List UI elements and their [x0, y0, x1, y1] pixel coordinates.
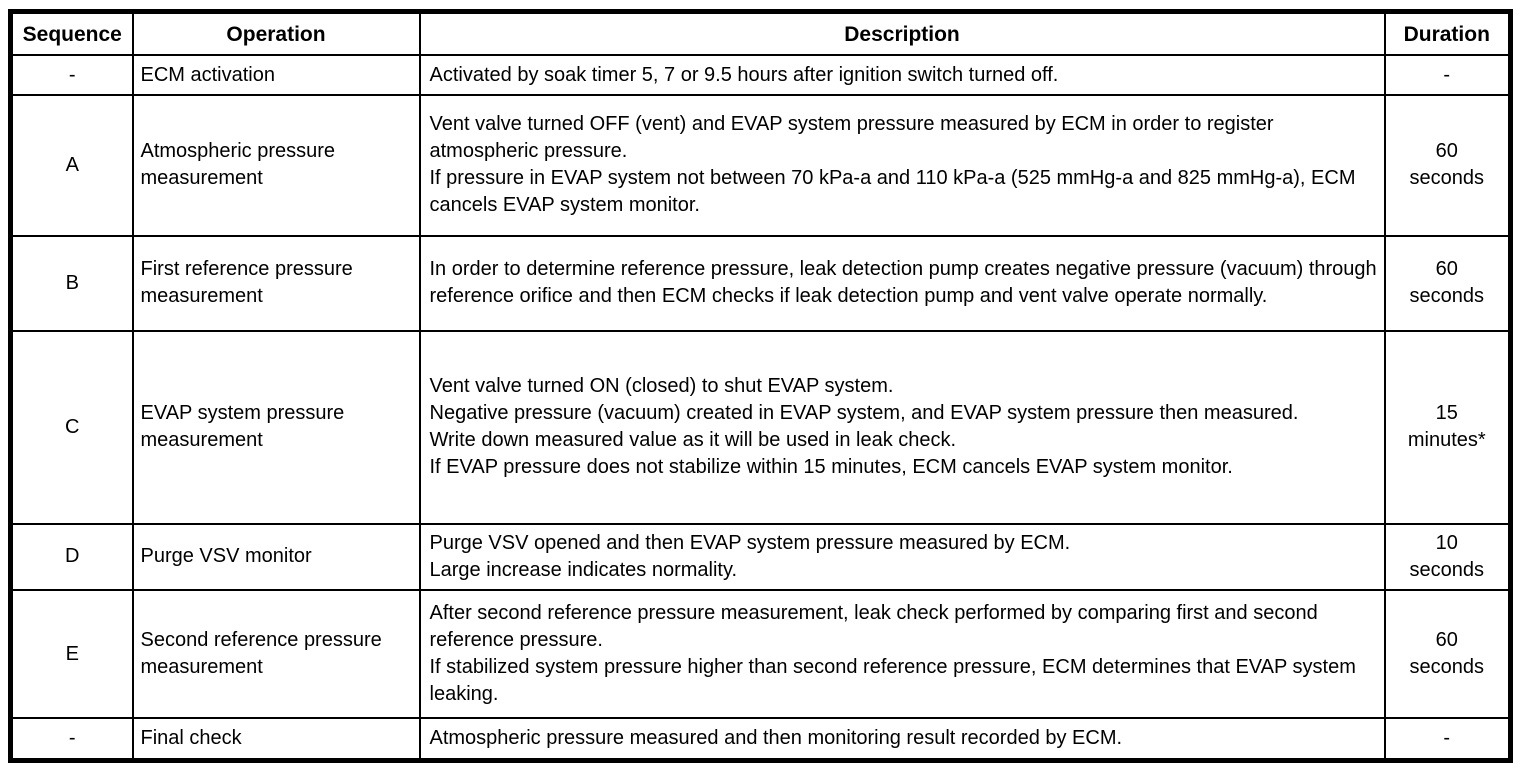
operation-cell: [133, 95, 420, 235]
description-line: Vent valve turned ON (closed) to shut EVAP system.: [429, 375, 894, 398]
duration-text: 60 seconds: [1409, 629, 1484, 679]
description-line: Vent valve turned OFF (vent) and EVAP system pressure measured by ECM in order to register atmospheric pressure.: [429, 113, 1274, 163]
description-line: Negative pressure (vacuum) created in EVAP system, and EVAP system pressure then measured.: [429, 402, 1299, 425]
description-line: If stabilized system pressure higher than second reference pressure, ECM determines that EVAP system leaking.: [429, 656, 1356, 706]
description-line: After second reference pressure measurement, leak check performed by comparing first and second reference pressure.: [429, 602, 1318, 652]
operation-cell: [133, 55, 420, 95]
description-cell: [420, 718, 1385, 760]
table-row-evap-system-pressure: [11, 331, 1511, 524]
duration-text: 60 seconds: [1409, 258, 1484, 308]
operation-cell: [133, 331, 420, 524]
description-line: If pressure in EVAP system not between 70 kPa-a and 110 kPa-a (525 mmHg-a and 825 mmHg-a), ECM cancels EVAP system monitor.: [429, 167, 1356, 217]
description-cell: [420, 95, 1385, 235]
duration-text: -: [1443, 63, 1451, 86]
description-line: Purge VSV opened and then EVAP system pressure measured by ECM.: [429, 531, 1071, 554]
table-row-final-check: [11, 718, 1511, 760]
duration-cell: [1385, 55, 1511, 95]
header-sequence: Sequence: [11, 12, 133, 56]
table-row-atmospheric-pressure: [11, 95, 1511, 235]
duration-text: 15 minutes*: [1407, 402, 1486, 452]
operation-text: Atmospheric pressure measurement: [140, 140, 336, 190]
operation-text: First reference pressure measurement: [140, 258, 353, 308]
description-cell: [420, 236, 1385, 331]
header-operation: Operation: [133, 12, 420, 56]
duration-cell: [1385, 590, 1511, 718]
duration-text: 60 seconds: [1409, 140, 1484, 190]
description-line: Large increase indicates normality.: [429, 558, 738, 581]
operation-text: Purge VSV monitor: [140, 545, 312, 568]
description-cell: [420, 331, 1385, 524]
operation-text: EVAP system pressure measurement: [140, 402, 345, 452]
description-cell: [420, 590, 1385, 718]
table-row-first-reference-pressure: [11, 236, 1511, 331]
operation-cell: [133, 524, 420, 590]
header-duration: Duration: [1385, 12, 1511, 56]
sequence-cell: E: [11, 590, 133, 718]
table-row-ecm-activation: [11, 55, 1511, 95]
sequence-cell: B: [11, 236, 133, 331]
table-row-purge-vsv-monitor: [11, 524, 1511, 590]
operation-text: Final check: [140, 727, 242, 750]
description-line: Atmospheric pressure measured and then monitoring result recorded by ECM.: [429, 727, 1123, 750]
sequence-cell: -: [11, 55, 133, 95]
duration-cell: [1385, 236, 1511, 331]
duration-text: 10 seconds: [1409, 531, 1484, 581]
duration-cell: [1385, 95, 1511, 235]
duration-text: -: [1443, 727, 1451, 750]
description-cell: [420, 55, 1385, 95]
sequence-cell: D: [11, 524, 133, 590]
evap-monitor-sequence-table: [8, 9, 1513, 763]
header-description: Description: [420, 12, 1385, 56]
description-cell: [420, 524, 1385, 590]
sequence-cell: C: [11, 331, 133, 524]
description-line: In order to determine reference pressure, leak detection pump creates negative pressure (vacuum) through reference orifice and then ECM checks if leak detection pump and vent valve operate normally.: [429, 258, 1377, 308]
header-row: [11, 12, 1511, 56]
description-line: Activated by soak timer 5, 7 or 9.5 hours after ignition switch turned off.: [429, 63, 1059, 86]
operation-cell: [133, 236, 420, 331]
duration-cell: [1385, 718, 1511, 760]
sequence-cell: -: [11, 718, 133, 760]
description-line: Write down measured value as it will be used in leak check.: [429, 429, 957, 452]
operation-cell: [133, 590, 420, 718]
description-line: If EVAP pressure does not stabilize within 15 minutes, ECM cancels EVAP system monitor.: [429, 456, 1233, 479]
table-row-second-reference-pressure: [11, 590, 1511, 718]
sequence-cell: A: [11, 95, 133, 235]
duration-cell: [1385, 331, 1511, 524]
operation-text: ECM activation: [140, 63, 275, 86]
operation-cell: [133, 718, 420, 760]
operation-text: Second reference pressure measurement: [140, 629, 382, 679]
duration-cell: [1385, 524, 1511, 590]
